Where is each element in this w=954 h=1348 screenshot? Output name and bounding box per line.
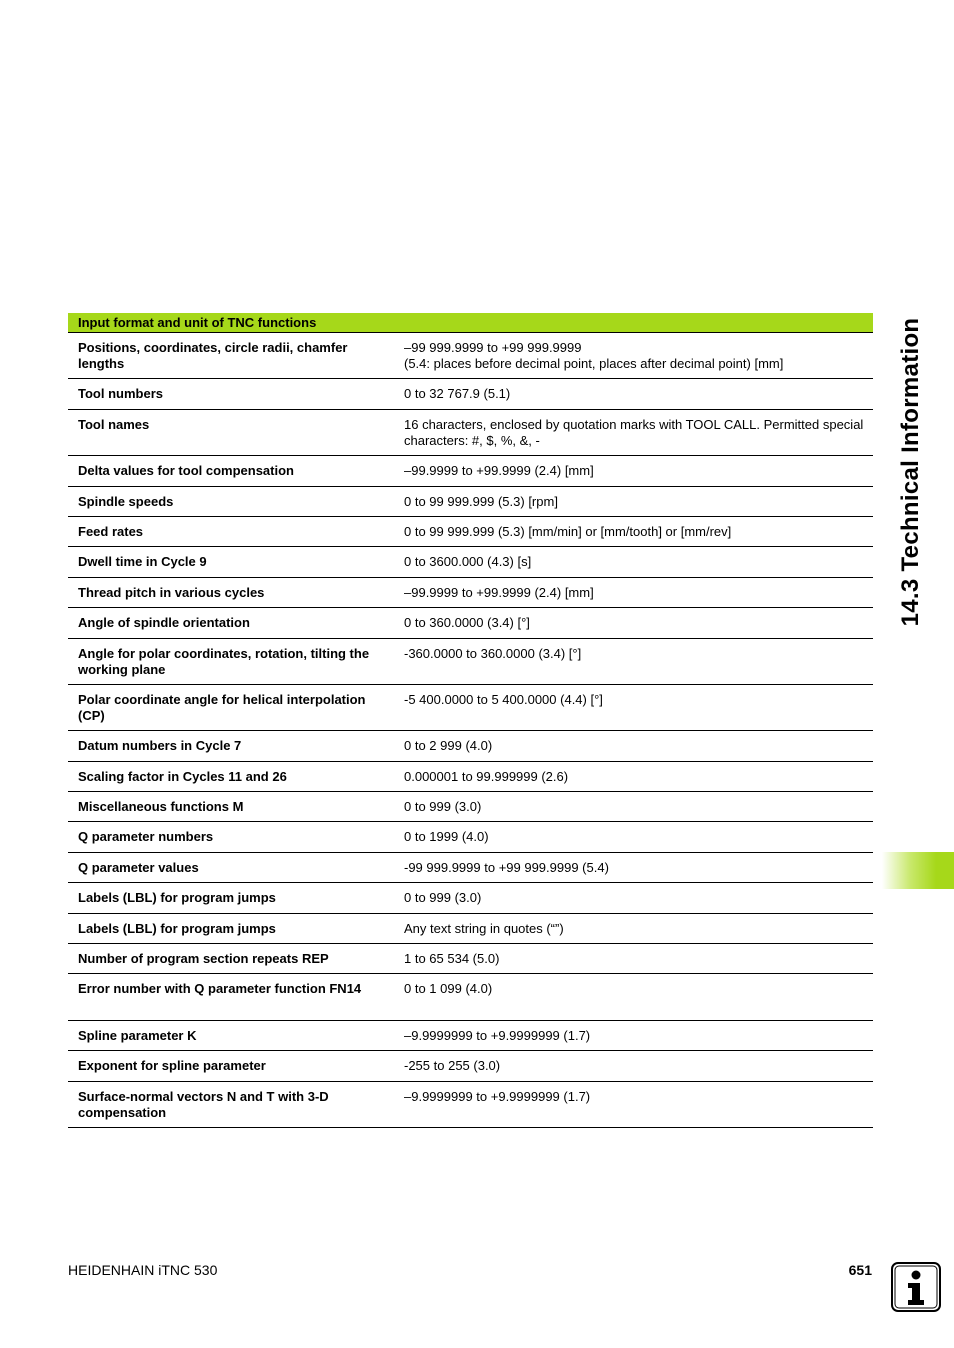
chapter-tab-marker: [882, 852, 954, 889]
row-value-cell: [394, 822, 873, 851]
table-row: [68, 639, 873, 685]
table-row: [68, 517, 873, 547]
table-row: [68, 487, 873, 517]
table-header: Input format and unit of TNC functions: [68, 313, 873, 333]
footer-product-name: HEIDENHAIN iTNC 530: [68, 1262, 218, 1278]
row-value-cell: [394, 762, 873, 791]
row-label: Labels (LBL) for program jumps: [78, 890, 276, 906]
row-label: Q parameter values: [78, 859, 199, 875]
row-value: -360.0000 to 360.0000 (3.4) [°]: [404, 645, 582, 661]
row-label: Error number with Q parameter function FN14: [78, 981, 362, 997]
row-value: 0 to 999 (3.0): [404, 890, 482, 906]
row-value: –99.9999 to +99.9999 (2.4) [mm]: [404, 584, 594, 600]
section-side-title-text: 14.3 Technical Information: [897, 317, 924, 627]
table-row: [68, 792, 873, 822]
table-row: [68, 685, 873, 731]
row-value: -99 999.9999 to +99 999.9999 (5.4): [404, 859, 609, 875]
row-label: Angle for polar coordinates, rotation, tilting the working plane: [78, 645, 370, 677]
row-value-cell: [394, 1051, 873, 1080]
table-row: [68, 547, 873, 577]
row-label: Miscellaneous functions M: [78, 799, 244, 815]
row-label: Thread pitch in various cycles: [78, 584, 265, 600]
row-value: –99.9999 to +99.9999 (2.4) [mm]: [404, 463, 594, 479]
row-value-cell: [394, 608, 873, 637]
row-value-cell: [394, 914, 873, 943]
row-value-cell: [394, 333, 873, 378]
row-value-cell: [394, 883, 873, 912]
row-value-cell: [394, 1021, 873, 1050]
row-label: Tool numbers: [78, 386, 163, 402]
row-value-cell: [394, 685, 873, 730]
row-label: Delta values for tool compensation: [78, 463, 294, 479]
table-row: [68, 1082, 873, 1128]
row-value-cell: [394, 944, 873, 973]
row-value: –9.9999999 to +9.9999999 (1.7): [404, 1027, 591, 1043]
row-label: Tool names: [78, 416, 150, 432]
row-label: Angle of spindle orientation: [78, 615, 250, 631]
row-value-cell: [394, 578, 873, 607]
table-row: [68, 883, 873, 913]
row-value: -5 400.0000 to 5 400.0000 (4.4) [°]: [404, 691, 603, 707]
row-value: Any text string in quotes (“”): [404, 920, 564, 936]
row-value: 0 to 3600.000 (4.3) [s]: [404, 554, 532, 570]
table-row: [68, 731, 873, 761]
row-value-cell: [394, 1082, 873, 1127]
row-value-cell: [394, 456, 873, 485]
table-body: [68, 333, 873, 1128]
row-label: Spline parameter K: [78, 1027, 197, 1043]
row-label: Spindle speeds: [78, 493, 174, 509]
row-value: –9.9999999 to +9.9999999 (1.7): [404, 1088, 591, 1104]
row-label: Datum numbers in Cycle 7: [78, 738, 242, 754]
table-row: [68, 1021, 873, 1051]
row-value: 0 to 999 (3.0): [404, 799, 482, 815]
row-value-cell: [394, 379, 873, 408]
row-label: Number of program section repeats REP: [78, 951, 329, 967]
section-side-title: [894, 312, 928, 632]
info-icon: [891, 1262, 941, 1312]
table-row: [68, 456, 873, 486]
row-label: Feed rates: [78, 523, 144, 539]
row-value: 0 to 99 999.999 (5.3) [rpm]: [404, 493, 558, 509]
row-label: Scaling factor in Cycles 11 and 26: [78, 768, 287, 784]
table-row: [68, 944, 873, 974]
row-label: Exponent for spline parameter: [78, 1058, 266, 1074]
row-label: Polar coordinate angle for helical interpolation (CP): [78, 691, 366, 723]
row-value: -255 to 255 (3.0): [404, 1058, 501, 1074]
table-row: [68, 853, 873, 883]
table-row: [68, 822, 873, 852]
row-value-cell: [394, 517, 873, 546]
row-value: 16 characters, enclosed by quotation marks with TOOL CALL. Permitted special characters: #, $, %, &, -: [404, 416, 864, 448]
tnc-input-format-table: [68, 313, 873, 1128]
table-row: [68, 578, 873, 608]
row-value-cell: [394, 547, 873, 576]
row-value-cell: [394, 731, 873, 760]
table-row: [68, 914, 873, 944]
row-label: Labels (LBL) for program jumps: [78, 920, 276, 936]
row-value: 0 to 1999 (4.0): [404, 829, 489, 845]
row-value-cell: [394, 792, 873, 821]
row-value: 0 to 2 999 (4.0): [404, 738, 493, 754]
table-row: [68, 608, 873, 638]
row-value: –99 999.9999 to +99 999.9999: [404, 340, 582, 355]
row-value: 0 to 360.0000 (3.4) [°]: [404, 615, 530, 631]
table-row: [68, 333, 873, 379]
row-value-note: (5.4: places before decimal point, places after decimal point) [mm]: [404, 356, 784, 371]
row-value-cell: [394, 974, 873, 1019]
row-label: Surface-normal vectors N and T with 3-D compensation: [78, 1088, 329, 1120]
row-label: Q parameter numbers: [78, 829, 214, 845]
row-value: 0 to 99 999.999 (5.3) [mm/min] or [mm/tooth] or [mm/rev]: [404, 523, 732, 539]
table-row: [68, 410, 873, 456]
row-value: 0 to 32 767.9 (5.1): [404, 386, 511, 402]
row-value-cell: [394, 410, 873, 455]
row-value-cell: [394, 639, 873, 684]
row-value: 1 to 65 534 (5.0): [404, 951, 500, 967]
row-label: Positions, coordinates, circle radii, chamfer lengths: [78, 340, 348, 371]
table-row: [68, 762, 873, 792]
row-label: Dwell time in Cycle 9: [78, 554, 207, 570]
row-value-cell: [394, 487, 873, 516]
table-row: [68, 379, 873, 409]
row-value-cell: [394, 853, 873, 882]
row-value: 0 to 1 099 (4.0): [404, 981, 493, 997]
page-number: 651: [848, 1262, 872, 1278]
row-value: 0.000001 to 99.999999 (2.6): [404, 768, 569, 784]
table-row: [68, 974, 873, 1020]
table-row: [68, 1051, 873, 1081]
